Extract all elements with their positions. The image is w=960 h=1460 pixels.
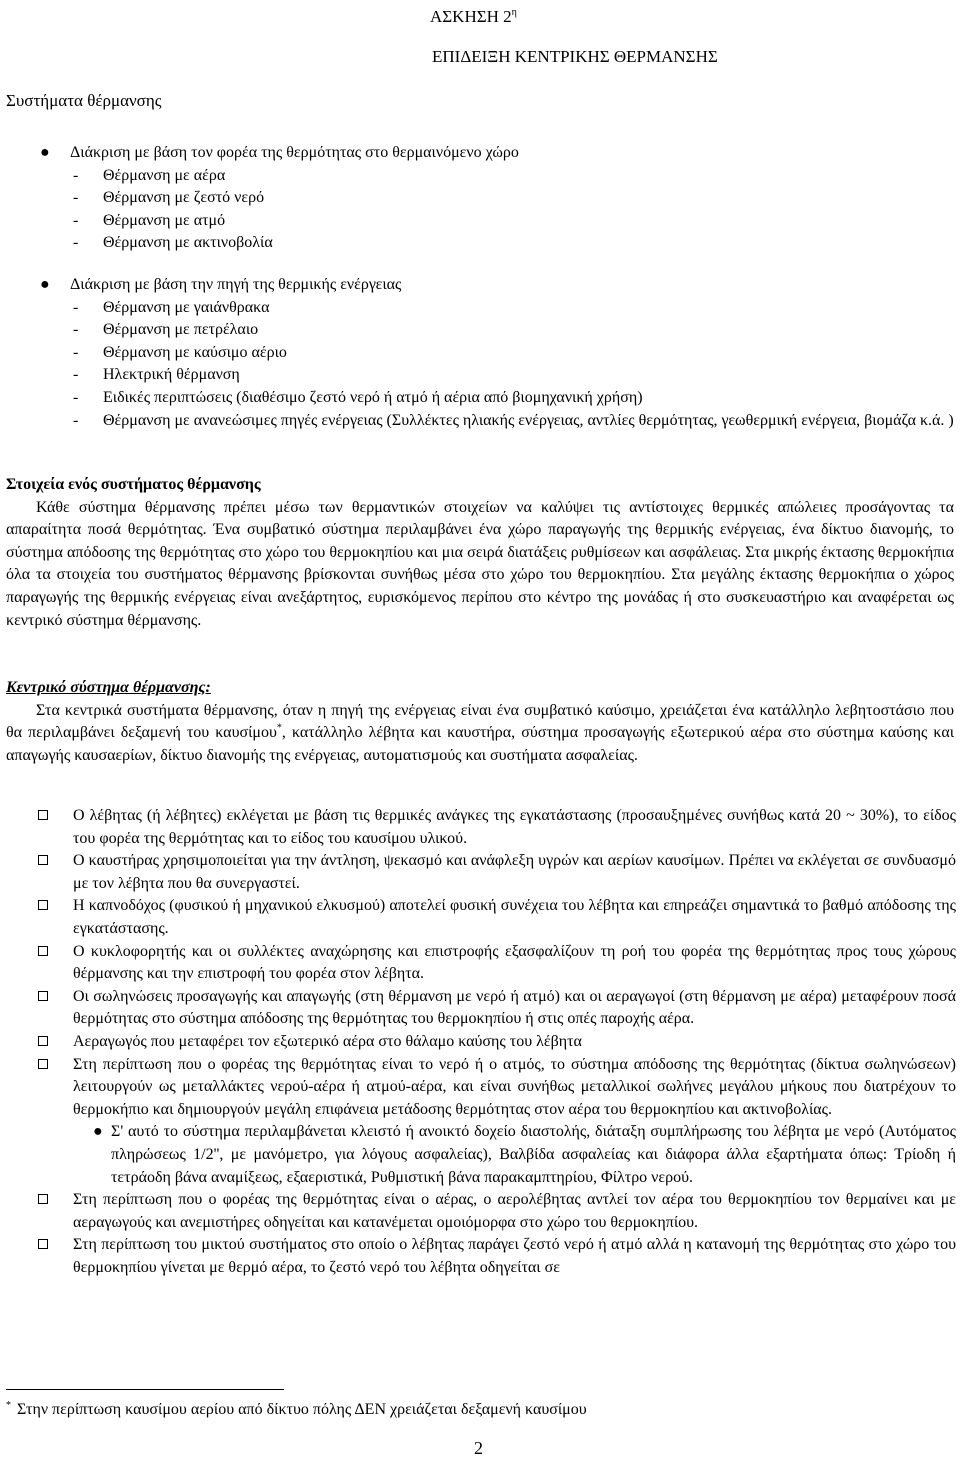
bullet-icon: ● xyxy=(93,1123,103,1141)
dash-icon: - xyxy=(73,189,79,207)
central-heading-text: Κεντρικό σύστημα θέρμανσης: xyxy=(6,679,211,696)
footnote-divider xyxy=(6,1389,284,1390)
dash-item xyxy=(0,232,955,255)
central-heading xyxy=(6,677,954,700)
checklist-text: Στη περίπτωση του μικτού συστήματος στο οποίο ο λέβητας παράγει ζεστό νερό ή ατμό αλλά η κατανομή της θερμότητας στο χώρο του θερμοκηπίου γίνεται με θερμό αέρα, το ζεστό νερό του λέβητα οδηγείται σε xyxy=(73,1236,956,1276)
dash-text: Θέρμανση με ατμό xyxy=(103,211,226,229)
dash-text: Θέρμανση με ανανεώσιμες πηγές ενέργειας (Συλλέκτες ηλιακής ενέργειας, αντλίες θερμότητας, γεωθερμική ενέργεια, βιομάζα κ.ά. ) xyxy=(103,411,954,429)
footnote-text: Στην περίπτωση καυσίμου αερίου από δίκτυο πόλης ΔΕΝ χρειάζεται δεξαμενή καυσίμου xyxy=(17,1401,587,1418)
footnote-marker: * xyxy=(276,722,282,734)
dash-icon: - xyxy=(73,388,79,406)
dash-item xyxy=(0,165,955,188)
section-heading-systems: Συστήματα θέρμανσης xyxy=(6,91,162,110)
central-paragraph xyxy=(6,700,954,768)
checklist-text: Ο καυστήρας χρησιμοποιείται για την άντληση, ψεκασμό και ανάφλεξη υγρών και αερίων καυσίμων. Πρέπει να εκλέγεται σε συνδυασμό με τον λέβητα που θα συνεργαστεί. xyxy=(73,852,956,892)
dash-text: Θέρμανση με πετρέλαιο xyxy=(103,321,259,339)
checkbox-icon xyxy=(38,991,48,1001)
dash-icon: - xyxy=(73,166,79,184)
checkbox-icon xyxy=(38,900,48,910)
checklist-text: Οι σωληνώσεις προσαγωγής και απαγωγής (στη θέρμανση με νερό ή ατμό) και οι αεραγωγοί (στη θέρμανση με αέρα) μεταφέρουν ποσά θερμότητας στο σύστημα απόδοσης της θερμότητας του θερμοκηπίου ή στις οπές παροχής αέρα. xyxy=(73,987,956,1028)
checkbox-icon xyxy=(38,1194,48,1204)
page-number: 2 xyxy=(474,1438,483,1458)
checkbox-icon xyxy=(38,946,48,956)
checklist-text: Στη περίπτωση που ο φορέας της θερμότητας είναι το νερό ή ο ατμός, το σύστημα απόδοσης της θερμότητας (δίκτυα σωληνώσεων) λειτουργούν ως μεταλλάκτες νερού-αέρα ή ατμού-αέρα, και είναι συνήθως μεταλλικοί σωλήνες μεγάλου μήκους που διατρέχουν το θερμοκήπιο και δημιουργούν μεγάλη επιφάνεια μετάδοσης θερμότητας στον αέρα του θερμοκηπίου και ακτινοβολίας. xyxy=(73,1055,956,1118)
dash-item xyxy=(0,297,955,320)
checklist-item xyxy=(38,1234,956,1279)
dash-icon: - xyxy=(73,321,79,339)
dash-text: Θέρμανση με καύσιμο αέριο xyxy=(103,343,287,361)
checklist-item xyxy=(38,1031,956,1054)
checklist-text: Η καπνοδόχος (φυσικού ή μηχανικού ελκυσμού) αποτελεί φυσική συνέχεια του λέβητα και επηρεάζει σημαντικά το βαθμό απόδοσης της εγκατάστασης. xyxy=(73,897,956,937)
checklist-text: Ο λέβητας (ή λέβητες) εκλέγεται με βάση τις θερμικές ανάγκες της εγκατάστασης (προσαυξημένες συνήθως κατά 20 ~ 30%), το είδος του φορέα της θερμότητας και το είδος του καυσίμου υλικού. xyxy=(73,807,956,847)
dash-item xyxy=(0,210,955,233)
dash-icon: - xyxy=(73,298,79,316)
dash-icon: - xyxy=(73,234,79,252)
dash-item xyxy=(0,319,955,342)
dash-icon: - xyxy=(73,211,79,229)
footnote-mark: * xyxy=(6,1400,11,1411)
checkbox-icon xyxy=(38,1036,48,1046)
checkbox-icon xyxy=(38,1239,48,1249)
document-title: ΕΠΙΔΕΙΞΗ ΚΕΝΤΡΙΚΗΣ ΘΕΡΜΑΝΣΗΣ xyxy=(432,47,718,66)
checklist-item xyxy=(38,850,956,895)
bullet-text: Διάκριση με βάση τον φορέα της θερμότητας στο θερμαινόμενο χώρο xyxy=(70,144,519,161)
bullet-icon: ● xyxy=(40,276,50,293)
dash-text: Θέρμανση με γαιάνθρακα xyxy=(103,298,270,316)
dash-item xyxy=(0,342,955,365)
checkbox-icon xyxy=(38,1059,48,1069)
checklist-text: Ο κυκλοφορητής και οι συλλέκτες αναχώρησης και επιστροφής εξασφαλίζουν τη ροή του φορέα της θερμότητας προς τους χώρους θέρμανσης και την επιστροφή του φορέα στον λέβητα. xyxy=(73,942,956,983)
dash-item xyxy=(0,410,955,433)
checklist-item xyxy=(38,895,956,940)
central-text-after: , κατάλληλο λέβητα και καυστήρα, σύστημα προσαγωγής εξωτερικού αέρα στο σύστημα καύσης και απαγωγής καυσαερίων, δίκτυο διανομής της ενέργειας, αυτοματισμούς και συστήματα ασφαλείας. xyxy=(6,724,955,764)
checklist-text: Αεραγωγός που μεταφέρει τον εξωτερικό αέρα στο θάλαμο καύσης του λέβητα xyxy=(73,1032,582,1050)
exercise-label: ΑΣΚΗΣΗ $2^\eta$ xyxy=(430,7,517,26)
checklist-item xyxy=(38,1189,956,1234)
dash-item xyxy=(0,387,955,410)
bullet-icon: ● xyxy=(40,144,50,161)
sub-bullet-item xyxy=(38,1121,956,1189)
dash-text: Ηλεκτρική θέρμανση xyxy=(103,366,240,384)
dash-text: Θέρμανση με αέρα xyxy=(103,166,226,184)
dash-text: Ειδικές περιπτώσεις (διαθέσιμο ζεστό νερό ή ατμό ή αέρια από βιομηχανική χρήση) xyxy=(103,388,643,406)
checklist-item xyxy=(38,805,956,850)
elements-paragraph: Κάθε σύστημα θέρμανσης πρέπει μέσω των θερμαντικών στοιχείων να καλύψει τις αντίστοιχες θερμικές απώλειες προσάγοντας τα απαραίτητα ποσά θερμότητας. Ένα συμβατικό σύστημα περιλαμβάνει ένα χώρο παραγωγής της θερμικής ενέργειας, ένα δίκτυο διανομής, το σύστημα απόδοσης της θερμότητας στο χώρο του θερμοκηπίου και μια σειρά διατάξεις ρυθμίσεων και ασφάλειας. Στα μικρής έκτασης θερμοκήπια όλα τα στοιχεία του συστήματος θέρμανσης βρίσκονται συνήθως μέσα στο χώρο του θερμοκηπίου. Στα μεγάλης έκτασης θερμοκήπια ο χώρος παραγωγής της θερμικής ενέργειας είναι ανεξάρτητος, ευρισκόμενος περίπου στο κέντρο της μονάδας ή στο συσκευαστήριο και αναφέρεται ως κεντρικό σύστημα θέρμανσης. xyxy=(6,498,954,629)
dash-item xyxy=(0,187,955,210)
dash-item xyxy=(0,364,955,387)
checkbox-icon xyxy=(38,810,48,820)
bullet-text: Διάκριση με βάση την πηγή της θερμικής ενέργειας xyxy=(70,276,402,293)
checklist-text: Στη περίπτωση που ο φορέας της θερμότητας είναι ο αέρας, ο αερολέβητας αντλεί τον αέρα του θερμοκηπίου τον θερμαίνει και με αεραγωγούς και ανεμιστήρες οδηγείται και κατανέμεται ομοιόμορφα στο χώρο του θερμοκηπίου. xyxy=(73,1191,956,1231)
checkbox-icon xyxy=(38,855,48,865)
sub-bullet-text: Σ' αυτό το σύστημα περιλαμβάνεται κλειστό ή ανοικτό δοχείο διαστολής, διάταξη συμπλήρωσης του λέβητα με νερό (Αυτόματος πληρώσεως 1/2'', με μανόμετρο, για λόγους ασφαλείας), Βαλβίδα ασφαλείας και διάφορα άλλα εξαρτήματα όπως: Τρίοδη ή τετράοδη βάνα αναμίξεως, εξαεριστικά, Ρυθμιστική βάνα παρακαμπτηρίου, Φίλτρο νερού. xyxy=(111,1123,956,1186)
dash-icon: - xyxy=(73,366,79,384)
central-section xyxy=(6,677,954,767)
dash-icon: - xyxy=(73,343,79,361)
bullet-item xyxy=(40,274,955,297)
component-checklist xyxy=(38,805,956,1279)
dash-text: Θέρμανση με ακτινοβολία xyxy=(103,234,273,252)
elements-section xyxy=(6,474,954,632)
dash-icon: - xyxy=(73,411,79,429)
bullet-item xyxy=(40,142,955,165)
elements-heading: Στοιχεία ενός συστήματος θέρμανσης xyxy=(6,476,261,493)
classification-carrier xyxy=(40,142,955,255)
footnote xyxy=(6,1395,587,1422)
dash-text: Θέρμανση με ζεστό νερό xyxy=(103,189,265,207)
checklist-item xyxy=(38,1054,956,1122)
checklist-item xyxy=(38,941,956,986)
checklist-item xyxy=(38,986,956,1031)
central-text-before: Στα κεντρικά συστήματα θέρμανσης, όταν η πηγή της ενέργειας είναι ένα συμβατικό καύσιμο, χρειάζεται ένα κατάλληλο λεβητοστάσιο που θα περιλαμβάνει δεξαμενή του καυσίμου xyxy=(6,701,954,742)
classification-source xyxy=(40,274,955,432)
